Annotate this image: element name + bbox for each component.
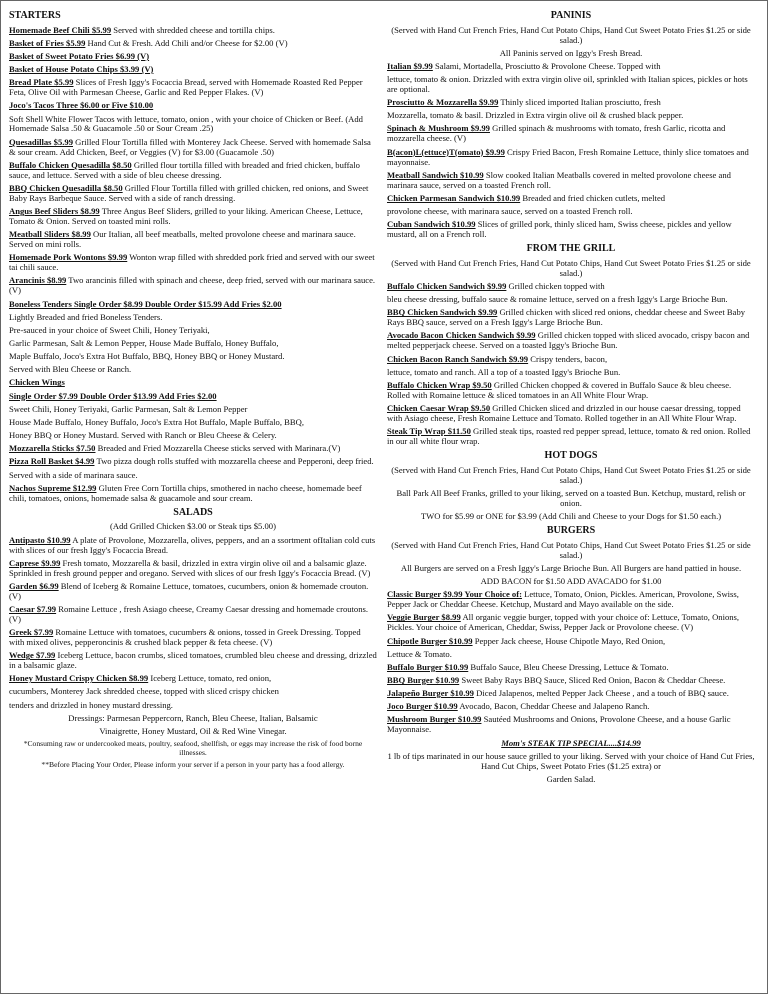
menu-item-description: Slices of Fresh Iggy's Focaccia Bread, served with Homemade Roasted Red Pepper Feta, Olive Oil with Parmesan Cheese, Garlic and Red Pepper Flakes. (V) [9,77,363,98]
menu-item [9,378,377,388]
salads-heading: SALADS [173,506,213,518]
menu-item-name: Buffalo Chicken Quesadilla $8.50 [9,159,132,170]
menu-item [9,405,377,415]
menu-item [9,300,377,310]
menu-item-description: Sweet Chili, Honey Teriyaki, Garlic Parmesan, Salt & Lemon Pepper [9,403,248,414]
menu-item-name: Antipasto $10.99 [9,534,71,545]
menu-item-name: Mushroom Burger $10.99 [387,714,482,725]
menu-item [9,651,377,671]
menu-item-description: Grilled chicken with sliced red onions, cheddar cheese and Sweet Baby Rays BBQ sauce, served on a Fresh Iggy's Large Brioche Bun. [387,307,746,328]
menu-item-description: Served with shredded cheese and tortilla chips. [111,24,275,35]
menu-item-description: Grilled Flour Tortilla filled with grilled chicken, red onions, and Sweet Baby Rays Barbeque Sauce. Served with a side of ranch dressing. [9,182,369,203]
steak-tip-special-title: Mom's STEAK TIP SPECIAL....$14.99 [501,737,641,748]
menu-item [387,427,755,447]
menu-item-name: Homemade Pork Wontons $9.99 [9,252,128,263]
menu-item-name: Chicken Parmesan Sandwich $10.99 [387,192,521,203]
menu-item [9,628,377,648]
menu-item-description: Crispy tenders, bacon, [528,353,608,364]
menu-item [387,702,755,712]
menu-item-description: Our Italian, all beef meatballs, melted provolone cheese and marinara sauce. Served on mini rolls. [9,229,356,250]
menu-item [387,404,755,424]
menu-item [9,313,377,323]
menu-item-name: Single Order $7.99 Double Order $13.99 Add Fries $2.00 [9,390,217,401]
menu-item [9,582,377,602]
menu-item-name: Buffalo Burger $10.99 [387,661,469,672]
menu-item-description: Slow cooked Italian Meatballs covered in melted provolone cheese and marinara sauce, served on a toasted French roll. [387,169,731,190]
menu-item [9,392,377,402]
menu-item-description: cucumbers, Monterey Jack shredded cheese, topped with sliced crispy chicken [9,686,279,697]
menu-item [387,676,755,686]
menu-item [9,687,377,697]
grill-heading: FROM THE GRILL [526,243,616,255]
burgers-sides-note: (Served with Hand Cut French Fries, Hand Cut Potato Chips, Hand Cut Sweet Potato Fries $1.25 or side salad.) [391,539,751,560]
salads-note: (Add Grilled Chicken $3.00 or Steak tips $5.00) [110,521,276,532]
menu-item [387,111,755,121]
salads-list [9,536,377,711]
menu-item-name: Jalapeño Burger $10.99 [387,688,474,699]
menu-item-description: Maple Buffalo, Joco's Extra Hot Buffalo, BBQ, Honey BBQ or Honey Mustard. [9,351,285,362]
menu-item-description: Diced Jalapenos, melted Pepper Jack Cheese , and a touch of BBQ sauce. [473,688,729,699]
menu-item [387,650,755,660]
menu-item-description: Served with a side of marinara sauce. [9,469,138,480]
menu-item [387,613,755,633]
menu-item [9,207,377,227]
menu-item-name: Meatball Sandwich $10.99 [387,169,484,180]
menu-item [9,701,377,711]
menu-item-name: Steak Tip Wrap $11.50 [387,426,471,437]
menu-item-description: Breaded and Fried Mozzarella Cheese sticks served with Marinara.(V) [95,443,341,454]
menu-item [9,253,377,273]
starters-list [9,26,377,504]
menu-item-description: Lettuce & Tomato. [387,648,452,659]
right-column [387,7,755,987]
menu-item-description: lettuce, tomato and ranch. All a top of a toasted Iggy's Brioche Bun. [387,366,621,377]
menu-item-description: Lettuce, Tomato, Onion, Pickles. American, Provolone, Swiss, Pepper Jack or Cheddar Cheese. Ketchup, Mustard and Mayo available on the side. [387,589,739,610]
menu-item-name: Spinach & Mushroom $9.99 [387,123,490,134]
menu-item-name: Buffalo Chicken Sandwich $9.99 [387,281,507,291]
menu-item [9,352,377,362]
menu-item-name: Nachos Supreme $12.99 [9,482,97,493]
menu-item-description: Mozzarella, tomato & basil. Drizzled in Extra virgin olive oil & crushed black pepper. [387,110,684,121]
menu-item-description: Avocado, Bacon, Cheddar Cheese and Jalapeno Ranch. [457,701,650,712]
menu-item-description: Blend of Iceberg & Romaine Lettuce, tomatoes, cucumbers, onion & homemade crouton. (V) [9,580,369,601]
menu-item-description: Crispy Fried Bacon, Fresh Romaine Lettuce, thinly slice tomatoes and mayonnaise. [387,146,749,167]
menu-item [387,124,755,144]
menu-item-name: Chicken Bacon Ranch Sandwich $9.99 [387,353,529,364]
menu-item-description: Buffalo Sauce, Bleu Cheese Dressing, Lettuce & Tomato. [468,661,669,672]
menu-item [9,26,377,36]
menu-item-description: Grilled flour tortilla filled with breaded and fried chicken, buffalo sauce, and lettuce. Served with a side of bleu cheese dressing. [9,159,360,180]
menu-item-description: tenders and drizzled in honey mustard dressing. [9,699,173,710]
menu-item-description: Grilled Flour Tortilla filled with Monterey Jack Cheese. Served with homemade Salsa & sour cream. Add Chicken, Beef, or Veggies (V) for $3.00 (Guacamole .50) [9,136,371,157]
menu-item [387,62,755,72]
menu-item-description: Lightly Breaded and fried Boneless Tenders. [9,311,163,322]
menu-item-name: Prosciutto & Mozzarella $9.99 [387,97,499,108]
menu-item [9,230,377,250]
menu-item [9,674,377,684]
menu-item-description: provolone cheese, with marinara sauce, served on a toasted French roll. [387,206,633,216]
menu-item-description: Sautéed Mushrooms and Onions, Provolone Cheese, and a house Garlic Mayonnaise. [387,714,731,735]
grill-list [387,282,755,447]
menu-item-name: Homemade Beef Chili $5.99 [9,24,112,35]
paninis-list [387,62,755,240]
menu-item-name: Mozzarella Sticks $7.50 [9,443,96,454]
menu-item-name: Arancinis $8.99 [9,275,67,286]
menu-item-description: lettuce, tomato & onion. Drizzled with extra virgin olive oil, sprinkled with Italian spices, pickles or hots are optional. [387,74,748,94]
menu-item [387,355,755,365]
dressings-line-2: Vinaigrette, Honey Mustard, Oil & Red Wine Vinegar. [99,725,287,736]
hotdogs-price: TWO for $5.99 or ONE for $3.99 (Add Chili and Cheese to your Dogs for $1.50 each.) [420,511,722,522]
menu-item [387,282,755,292]
menu-item-name: Basket of Fries $5.99 [9,37,86,48]
menu-item [9,536,377,556]
menu-item [9,471,377,481]
menu-item-name: Avocado Bacon Chicken Sandwich $9.99 [387,330,536,341]
menu-item [387,220,755,240]
menu-item-description: Wonton wrap filled with shredded pork fried and served with our sweet tai chili sauce. [9,252,375,273]
menu-item-name: Pizza Roll Basket $4.99 [9,456,95,467]
menu-item-description: Gluten Free Corn Tortilla chips, smothered in nacho cheese, homemade beef chili, tomatoes, onions, homemade salsa & guacamole and sour cream. [9,482,362,503]
raw-food-disclaimer: *Consuming raw or undercooked meats, poultry, seafood, shellfish, or eggs may increase the risk of food borne illnesses. [23,739,363,757]
menu-item-name: Joco's Tacos Three $6.00 or Five $10.00 [9,100,154,111]
menu-item [387,295,755,305]
menu-item-name: Bread Plate $5.99 [9,77,74,88]
menu-item-description: Thinly sliced imported Italian prosciutto, fresh [498,97,661,108]
menu-item-name: Chicken Wings [9,377,65,388]
menu-item-description: Slices of grilled pork, thinly sliced ham, Swiss cheese, pickles and yellow mustard, all on a French roll. [387,219,732,240]
hotdogs-sides-note: (Served with Hand Cut French Fries, Hand Cut Potato Chips, Hand Cut Sweet Potato Fries $1.25 or side salad.) [391,464,751,485]
menu-item-name: Cuban Sandwich $10.99 [387,219,476,230]
menu-item [9,78,377,98]
menu-item-description: Grilled chicken topped with sliced avocado, crispy bacon and melted pepperjack cheese. Served on a toasted Iggy's Brioche Bun. [387,330,750,351]
menu-item [9,605,377,625]
menu-item-description: bleu cheese dressing, buffalo sauce & romaine lettuce, served on a fresh Iggy's Large Brioche Bun. [387,294,728,305]
menu-item [387,637,755,647]
menu-item-name: Wedge $7.99 [9,650,56,661]
menu-item [387,715,755,735]
menu-item-description: Three Angus Beef Sliders, grilled to your liking. American Cheese, Lettuce, Tomato & Onion. Served on toasted mini rolls. [9,206,363,226]
menu-item-description: Pepper Jack cheese, House Chipotle Mayo, Red Onion, [472,635,666,646]
menu-item-description: Grilled steak tips, roasted red pepper spread, lettuce, tomato & red onion. Rolled in our all white flour wrap. [387,426,751,447]
menu-item [9,138,377,158]
paninis-heading: PANINIS [550,10,592,21]
left-column [9,7,377,987]
menu-item [387,368,755,378]
grill-sides-note: (Served with Hand Cut French Fries, Hand Cut Potato Chips, Hand Cut Sweet Potato Fries $1.25 or side salad.) [391,257,751,278]
menu-item-name: BBQ Chicken Sandwich $9.99 [387,307,498,318]
menu-item-description: Romaine Lettuce , fresh Asiago cheese, Creamy Caesar dressing and homemade croutons. (V) [9,603,369,624]
menu-item [387,207,755,217]
menu-item [387,98,755,108]
menu-item-name: Buffalo Chicken Wrap $9.50 [387,379,492,390]
menu-item-description: All organic veggie burger, topped with your choice of: Lettuce, Tomato, Onions, Pickles. Your choice of American, Cheddar, Swiss, Pepper Jack or Provolone cheese. (V) [387,612,740,633]
menu-item [387,590,755,610]
menu-item-description: Romaine Lettuce with tomatoes, cucumbers & onions, tossed in Greek Dressing. Topped with mixed olives, pepperoncinis & crushed black pepper & feta cheese. (V) [9,627,361,648]
menu-item [387,689,755,699]
menu-item-description: Two arancinis filled with spinach and cheese, deep fried, served with our marinara sauce. (V) [9,275,376,296]
menu-item [9,418,377,428]
menu-item [387,663,755,673]
paninis-bread-note: All Paninis served on Iggy's Fresh Bread. [499,47,643,58]
menu-item-name: BBQ Burger $10.99 [387,675,460,685]
menu-item-description: Pre-sauced in your choice of Sweet Chili, Honey Teriyaki, [9,324,210,335]
steak-tip-special-desc: 1 lb of tips marinated in our house sauce grilled to your liking. Served with your choice of Hand Cut Fries, Hand Cut Chips, Sweet Potato Fries ($1.25 extra) or [387,750,755,771]
menu-item-description: Soft Shell White Flower Tacos with lettuce, tomato, onion , with your choice of Chicken or Beef. (Add Homemade Salsa .50 & Guacamole .50 or Sour Cream .25) [9,113,363,134]
menu-item-name: Classic Burger $9.99 Your Choice of: [387,589,522,600]
burgers-list [387,590,755,735]
menu-item [9,115,377,135]
steak-tip-special-desc-2: Garden Salad. [546,773,596,784]
hotdogs-heading: HOT DOGS [544,450,598,462]
menu-item-description: Salami, Mortadella, Prosciutto & Provolone Cheese. Topped with [432,60,661,71]
menu-item [387,171,755,191]
menu-item-description: Iceberg Lettuce, bacon crumbs, sliced tomatoes, crumbled bleu cheese and dressing, drizzled in a balsamic glaze. [9,650,377,671]
menu-item-description: Breaded and fried chicken cutlets, melted [520,192,666,203]
menu-item-description: Grilled Chicken chopped & covered in Buffalo Sauce & bleu cheese. Rolled with Romaine lettuce & sliced tomatoes in an All White Flour Wrap. [387,379,732,400]
menu-item [387,194,755,204]
menu-item-name: Garden $6.99 [9,580,59,591]
menu-item-description: Iceberg Lettuce, tomato, red onion, [148,673,272,684]
allergy-notice: **Before Placing Your Order, Please inform your server if a person in your party has a food allergy. [41,759,345,769]
menu-item [387,148,755,168]
menu-item-name: Basket of Sweet Potato Fries $6.99 (V) [9,50,150,61]
menu-item-name: Chicken Caesar Wrap $9.50 [387,403,491,413]
menu-item [387,381,755,401]
menu-item [387,331,755,351]
menu-item [9,444,377,454]
menu-item-name: Basket of House Potato Chips $3.99 (V) [9,64,154,75]
menu-item [9,101,377,111]
burgers-addons: ADD BACON for $1.50 ADD AVACADO for $1.00 [480,576,662,587]
menu-item-name: Joco Burger $10.99 [387,701,458,712]
menu-item [9,184,377,204]
menu-item-name: Veggie Burger $8.99 [387,612,461,623]
menu-item-description: Served with Bleu Cheese or Ranch. [9,364,132,375]
starters-heading: STARTERS [9,10,61,21]
menu-item [387,308,755,328]
menu-item-description: House Made Buffalo, Honey Buffalo, Joco's Extra Hot Buffalo, Maple Buffalo, BBQ, [9,416,304,427]
paninis-sides-note: (Served with Hand Cut French Fries, Hand Cut Potato Chips, Hand Cut Sweet Potato Fries $1.25 or side salad.) [391,24,751,45]
menu-item-name: Italian $9.99 [387,60,433,71]
dressings-line-1: Dressings: Parmesan Peppercorn, Ranch, Bleu Cheese, Italian, Balsamic [68,712,318,723]
menu-item [9,326,377,336]
menu-item [9,65,377,75]
menu-item-description: Garlic Parmesan, Salt & Lemon Pepper, House Made Buffalo, Honey Buffalo, [9,337,279,348]
menu-item-description: Grilled Chicken sliced and drizzled in our house caesar dressing, topped with Asiago cheese, Fresh Romaine Lettuce and Tomato. Rolled together in an All White Flour Wrap. [387,403,741,423]
menu-item-description: Sweet Baby Rays BBQ Sauce, Sliced Red Onion, Bacon & Cheddar Cheese. [459,675,726,685]
menu-item-description: Two pizza dough rolls stuffed with mozzarella cheese and Pepperoni, deep fried. [94,456,374,467]
menu-item [387,75,755,95]
menu-item [9,457,377,467]
menu-item-name: Greek $7.99 [9,627,54,638]
menu-item-description: Honey BBQ or Honey Mustard. Served with Ranch or Bleu Cheese & Celery. [9,430,277,441]
menu-item-name: Chipotle Burger $10.99 [387,635,473,646]
menu-item-description: Fresh tomato, Mozzarella & basil, drizzled in extra virgin olive oil and a balsamic glaze. Sprinkled in fresh ground pepper and oregano. Served with slices of our fresh Iggy's Focaccia Bread. (V) [9,557,371,578]
menu-item [9,39,377,49]
menu-item-name: Honey Mustard Crispy Chicken $8.99 [9,673,149,684]
burgers-bun-note: All Burgers are served on a Fresh Iggy's Large Brioche Bun. All Burgers are hand pattied in house. [400,562,742,573]
menu-item [9,339,377,349]
menu-item-description: Grilled spinach & mushrooms with tomato, fresh Garlic, ricotta and mozzarella cheese. (V) [387,123,726,144]
menu-item [9,431,377,441]
hotdogs-description: Ball Park All Beef Franks, grilled to your liking, served on a toasted Bun. Ketchup, mustard, relish or onion. [396,487,746,508]
menu-item-name: Quesadillas $5.99 [9,136,73,147]
menu-item-description: A plate of Provolone, Mozzarella, olives, peppers, and an a ssortment ofItalian cold cuts with slices of our fresh Iggy's Focaccia Bread. [9,534,376,555]
menu-item-description: Hand Cut & Fresh. Add Chili and/or Cheese for $2.00 (V) [85,37,288,48]
menu-item [9,365,377,375]
menu-item [9,484,377,504]
menu-item-name: Caprese $9.99 [9,557,61,568]
menu-item [9,276,377,296]
menu-item-name: Meatball Sliders $8.99 [9,229,91,240]
menu-item-description: Grilled chicken topped with [506,281,605,291]
menu-item [9,161,377,181]
menu-item-name: B(acon)L(ettuce)T(omato) $9.99 [387,146,505,157]
menu-item [9,52,377,62]
menu-item-name: Angus Beef Sliders $8.99 [9,206,100,216]
menu-item-name: Caesar $7.99 [9,603,57,614]
menu-item-name: Boneless Tenders Single Order $8.99 Double Order $15.99 Add Fries $2.00 [9,298,282,309]
menu-item [9,559,377,579]
menu-item-name: BBQ Chicken Quesadilla $8.50 [9,182,123,193]
burgers-heading: BURGERS [546,525,596,537]
